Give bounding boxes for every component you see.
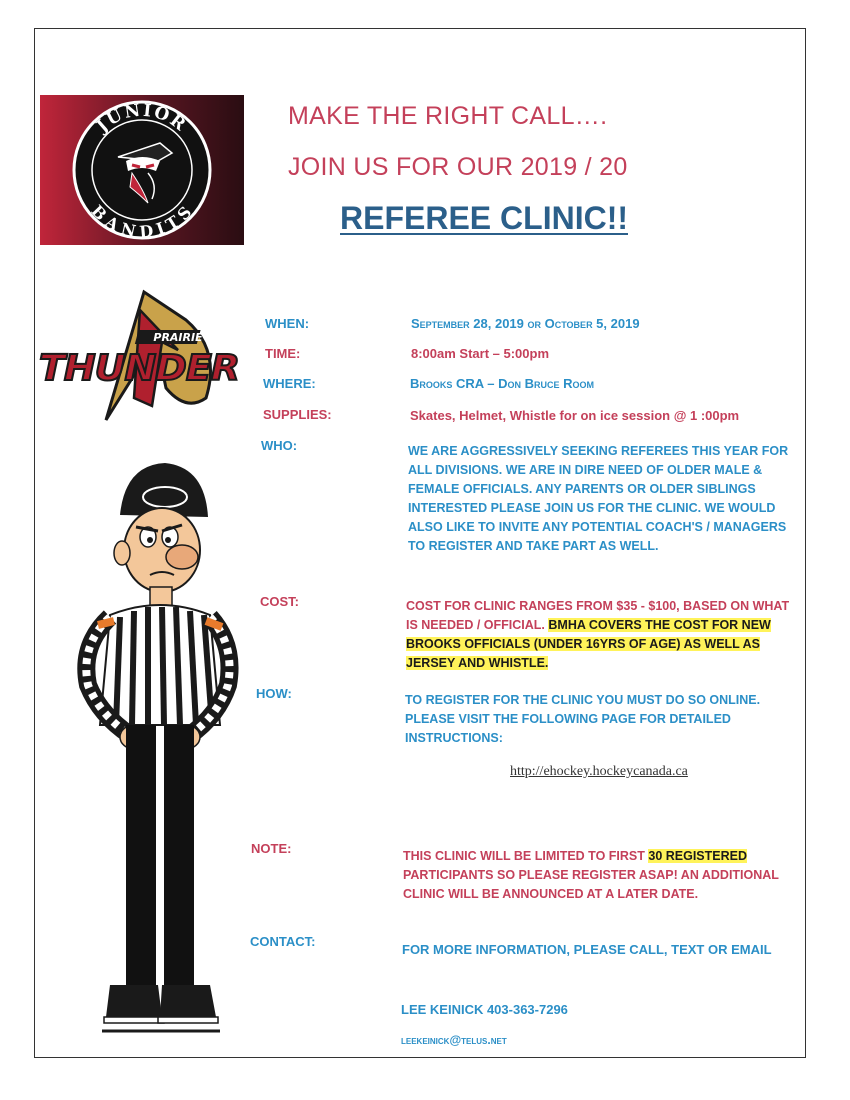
contact-email[interactable]: leekeinick@telus.net [401, 1033, 507, 1047]
junior-bandits-logo [40, 95, 244, 245]
time-value: 8:00am Start – 5:00pm [411, 346, 550, 361]
prairie-thunder-logo [36, 280, 246, 425]
who-text: WE ARE AGGRESSIVELY SEEKING REFEREES THIS YEAR FOR ALL DIVISIONS. WE ARE IN DIRE NEED OF OLDER MALE & FEMALE OFFICIALS. ANY PARENTS OR OLDER SIBLINGS INTERESTED PLEASE JOIN US FOR THE CLINIC. WE WOULD ALSO LIKE TO INVITE ANY POTENTIAL COACH'S / MANAGERS TO REGISTER AND TAKE PART AS WELL. [408, 444, 789, 553]
where-value: Brooks CRA – Don Bruce Room [410, 376, 595, 391]
contact-name-phone: LEE KEINICK 403-363-7296 [401, 1002, 568, 1017]
supplies-value: Skates, Helmet, Whistle for on ice session @ 1 :00pm [410, 408, 740, 423]
logo-text-bottom: BANDITS [87, 201, 197, 242]
note-label: NOTE: [251, 841, 292, 856]
where-label: WHERE: [263, 376, 316, 391]
cost-text [406, 597, 798, 673]
note-text [403, 847, 793, 904]
headline-line-1: MAKE THE RIGHT CALL…. [288, 102, 608, 130]
when-label: WHEN: [265, 316, 310, 331]
contact-label: CONTACT: [250, 934, 316, 949]
when-value: September 28, 2019 or October 5, 2019 [411, 316, 640, 331]
how-label: HOW: [256, 686, 292, 701]
note-text-pre: THIS CLINIC WILL BE LIMITED TO FIRST [403, 849, 645, 863]
how-text: TO REGISTER FOR THE CLINIC YOU MUST DO SO ONLINE. PLEASE VISIT THE FOLLOWING PAGE FOR DETAILED INSTRUCTIONS: [405, 693, 761, 745]
who-label: WHO: [261, 438, 298, 453]
note-text-post: PARTICIPANTS SO PLEASE REGISTER ASAP! AN ADDITIONAL CLINIC WILL BE ANNOUNCED AT A LATER DATE. [403, 868, 779, 901]
cost-highlight: BMHA COVERS THE COST FOR NEW BROOKS OFFICIALS (UNDER 16YRS OF AGE) AS WELL AS JERSEY AND WHISTLE. [406, 618, 771, 670]
referee-illustration [70, 445, 240, 1055]
cost-text-main: COST FOR CLINIC RANGES FROM $35 - $100, BASED ON WHAT IS NEEDED / OFFICIAL. [406, 599, 790, 632]
logo-text-top: JUNIOR [92, 100, 191, 137]
cost-label: COST: [260, 594, 299, 609]
logo-prairie-text: PRAIRIE [153, 331, 203, 344]
registration-link[interactable]: http://ehockey.hockeycanada.ca [510, 764, 688, 779]
headline-line-2: JOIN US FOR OUR 2019 / 20 [288, 153, 628, 181]
time-label: TIME: [265, 346, 301, 361]
contact-text: FOR MORE INFORMATION, PLEASE CALL, TEXT OR EMAIL [402, 942, 772, 957]
note-highlight: 30 REGISTERED [648, 849, 748, 863]
supplies-label: SUPPLIES: [263, 407, 332, 422]
clinic-title: REFEREE CLINIC!! [340, 200, 628, 236]
logo-thunder-text: THUNDER [39, 348, 240, 389]
